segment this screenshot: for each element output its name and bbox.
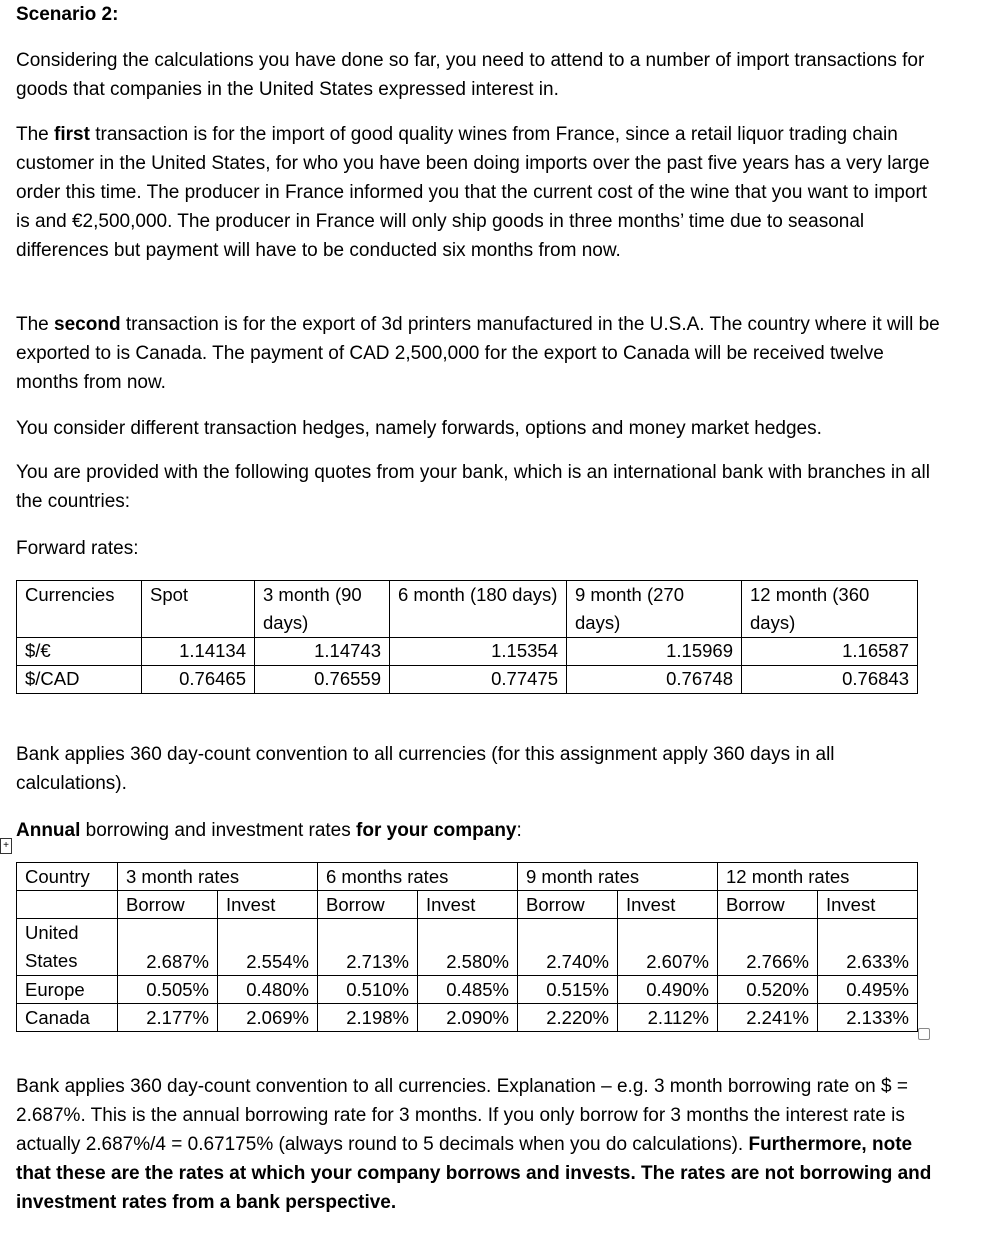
currency-cell: $/CAD: [17, 666, 142, 694]
convention-note: Bank applies 360 day-count convention to all currencies (for this assignment apply 360 days in all calculations).: [16, 744, 835, 794]
header-cell: 9 month rates: [518, 863, 718, 891]
country-cell: Canada: [17, 1004, 118, 1032]
header-cell: 9 month (270 days): [567, 581, 742, 638]
header-cell: 6 month (180 days): [390, 581, 567, 638]
header-cell: 6 months rates: [318, 863, 518, 891]
table-row: [17, 638, 918, 666]
table-header-row: [17, 863, 918, 891]
rate-cell: 2.633%: [818, 919, 918, 976]
first-transaction-paragraph: The first transaction is for the import of good quality wines from France, since a retail liquor trading chain customer in the United States, for who you have been doing imports over the past five years has a very large order this time. The producer in France informed you that the current cost of the wine that you want to import is and €2,500,000. The producer in France will only ship goods in three months’ time due to seasonal differences but payment will have to be conducted six months from now.: [16, 124, 930, 261]
table-row: [17, 976, 918, 1004]
header-cell: Spot: [142, 581, 255, 638]
header-cell: 12 month rates: [718, 863, 918, 891]
rate-cell: 1.14743: [255, 638, 390, 666]
rate-cell: 1.14134: [142, 638, 255, 666]
explanation-paragraph: Bank applies 360 day-count convention to all currencies. Explanation – e.g. 3 month borrowing rate on $ = 2.687%. This is the annual borrowing rate for 3 months. If you only borrow for 3 months the interest rate is actually 2.687%/4 = 0.67175% (always round to 5 decimals when you do calculations). Furthermore, note that these are the rates at which your company borrows and invests. The rates are not borrowing and investment rates from a bank perspective.: [16, 1076, 932, 1213]
rate-cell: 0.520%: [718, 976, 818, 1004]
table-header-row: [17, 581, 918, 638]
rate-cell: 0.480%: [218, 976, 318, 1004]
rate-cell: 0.505%: [118, 976, 218, 1004]
table-subheader-row: [17, 891, 918, 919]
rate-cell: 2.177%: [118, 1004, 218, 1032]
rate-cell: 0.76843: [742, 666, 918, 694]
rate-cell: 2.766%: [718, 919, 818, 976]
hedges-paragraph: You consider different transaction hedges, namely forwards, options and money market hedges.: [16, 418, 822, 439]
subheader-cell: Borrow: [518, 891, 618, 919]
rate-cell: 1.15969: [567, 638, 742, 666]
rate-cell: 2.220%: [518, 1004, 618, 1032]
rate-cell: 0.76465: [142, 666, 255, 694]
rate-cell: 2.687%: [118, 919, 218, 976]
quotes-paragraph: You are provided with the following quotes from your bank, which is an international bank with branches in all the countries:: [16, 462, 930, 512]
rate-cell: 1.15354: [390, 638, 567, 666]
rate-cell: 2.241%: [718, 1004, 818, 1032]
rate-cell: 2.580%: [418, 919, 518, 976]
second-transaction-paragraph: The second transaction is for the export of 3d printers manufactured in the U.S.A. The country where it will be exported to is Canada. The payment of CAD 2,500,000 for the export to Canada will be received twelve months from now.: [16, 314, 940, 393]
rate-cell: 2.112%: [618, 1004, 718, 1032]
country-cell: United States: [17, 919, 118, 976]
rate-cell: 0.510%: [318, 976, 418, 1004]
borrowing-investment-rates-table: [16, 862, 918, 1032]
rate-cell: 0.77475: [390, 666, 567, 694]
header-cell: 12 month (360 days): [742, 581, 918, 638]
move-handle-icon[interactable]: +: [0, 838, 12, 854]
rate-cell: 0.490%: [618, 976, 718, 1004]
subheader-cell: Invest: [218, 891, 318, 919]
rate-cell: 0.76559: [255, 666, 390, 694]
rate-cell: 2.069%: [218, 1004, 318, 1032]
rate-cell: 2.740%: [518, 919, 618, 976]
explanation-bold: Furthermore, note that these are the rates at which your company borrows and invests. The rates are not borrowing and investment rates from a bank perspective.: [16, 1134, 932, 1213]
subheader-cell: Invest: [818, 891, 918, 919]
rate-cell: 0.76748: [567, 666, 742, 694]
forward-rates-table: [16, 580, 918, 694]
rate-cell: 2.607%: [618, 919, 718, 976]
forward-rates-label: Forward rates:: [16, 538, 139, 559]
rate-cell: 1.16587: [742, 638, 918, 666]
subheader-cell: Invest: [618, 891, 718, 919]
rate-cell: 0.515%: [518, 976, 618, 1004]
rate-cell: 2.133%: [818, 1004, 918, 1032]
intro-paragraph: Considering the calculations you have done so far, you need to attend to a number of import transactions for goods that companies in the United States expressed interest in.: [16, 50, 925, 100]
rate-cell: 2.090%: [418, 1004, 518, 1032]
rate-cell: 2.713%: [318, 919, 418, 976]
table-row: [17, 1004, 918, 1032]
subheader-cell: Invest: [418, 891, 518, 919]
header-cell: 3 month rates: [118, 863, 318, 891]
currency-cell: $/€: [17, 638, 142, 666]
rate-cell: 0.485%: [418, 976, 518, 1004]
header-cell: Currencies: [17, 581, 142, 638]
subheader-cell: Borrow: [718, 891, 818, 919]
header-cell: Country: [17, 863, 118, 891]
rate-cell: 2.554%: [218, 919, 318, 976]
table-row: [17, 666, 918, 694]
country-cell: Europe: [17, 976, 118, 1004]
subheader-cell: Borrow: [118, 891, 218, 919]
table-row: [17, 919, 918, 976]
annual-rates-heading: Annual borrowing and investment rates for your company:: [16, 820, 522, 841]
scenario-title: Scenario 2:: [16, 4, 119, 25]
resize-handle-icon[interactable]: [918, 1028, 930, 1040]
header-cell: 3 month (90 days): [255, 581, 390, 638]
empty-cell: [17, 891, 118, 919]
subheader-cell: Borrow: [318, 891, 418, 919]
rate-cell: 2.198%: [318, 1004, 418, 1032]
rate-cell: 0.495%: [818, 976, 918, 1004]
